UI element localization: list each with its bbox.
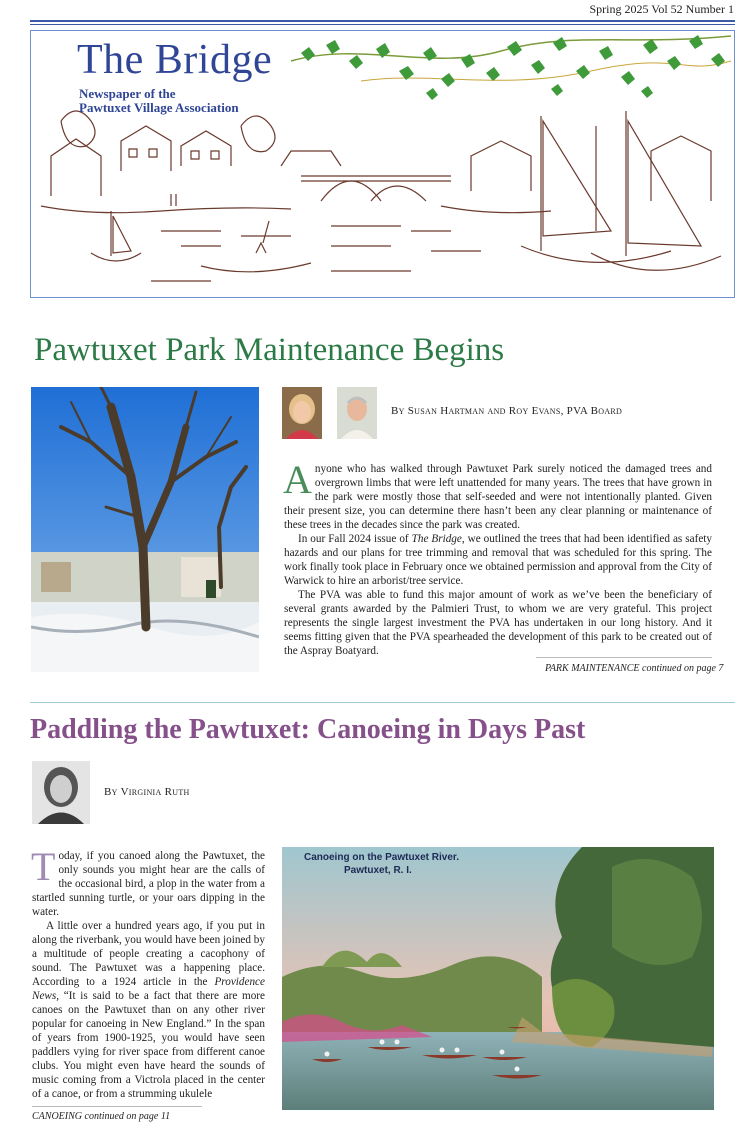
continued-rule-2 (32, 1106, 202, 1107)
top-rule (30, 20, 735, 22)
masthead-title: The Bridge (77, 37, 273, 83)
article2-continued-link[interactable]: CANOEING continued on page 11 (32, 1111, 171, 1122)
park-tree-photo (31, 387, 259, 672)
article1-paragraph-3: The PVA was able to fund this major amount of work as we’ve been the beneficiary of several grants awarded by the Palmieri Trust, to whom we are very grateful. This project represents the single largest investment the PVA has undertaken in our long history. And it seems fitting given that the PVA spearheaded the development of this park to be created out of the Aspray Boatyard. (284, 589, 712, 657)
masthead (30, 30, 735, 298)
article2-paragraph-1 (31, 844, 265, 919)
article1-p2a-text: In our Fall 2024 issue of (298, 533, 412, 545)
article2-publication-name: Providence News, (32, 976, 265, 1002)
top-rule-thin (30, 24, 735, 25)
article1-paragraph-2 (284, 532, 712, 588)
article2-p2b-text: “It is said to be a fact that there are more canoes on the Pawtuxet than on any other river popular for canoeing in New England.” In the span of years from 1900-1925, you would have seen paddlers vying for river space from different canoe clubs. You might even have heard the sounds of music coming from a Victrola placed in the center of a canoe, or from a strumming ukulele (32, 990, 265, 1100)
article2-p2a-text: A little over a hundred years ago, if you put in along the riverbank, you would have been joined by a multitude of people creating a cacophony of sound. The Pawtuxet was a happening place. According to a 1924 article in the (32, 920, 265, 988)
author-photo-virginia-ruth (32, 761, 90, 824)
section-divider (30, 702, 735, 703)
masthead-subtitle (79, 87, 339, 115)
masthead-subtitle-line2: Pawtuxet Village Association (79, 100, 239, 115)
article2-byline: By Virginia Ruth (104, 786, 190, 798)
article2-body (31, 844, 265, 1101)
canoeing-postcard-image (282, 847, 714, 1110)
article1-p2b-text: , we outlined the trees that had been identified as safety hazards and our plans for tree trimming and removal that was scheduled for this spring. The work finally took place in February once we obtained permission and approval from the City of Warwick to hire an arborist/tree service. (284, 533, 712, 587)
author-photo-susan-hartman (282, 387, 322, 439)
article2-headline: Paddling the Pawtuxet: Canoeing in Days Past (30, 714, 586, 745)
postcard-caption-line2: Pawtuxet, R. I. (344, 865, 412, 876)
postcard-caption-line1: Canoeing on the Pawtuxet River. (304, 852, 460, 863)
article1-dropcap: A (283, 457, 312, 502)
article1-headline: Pawtuxet Park Maintenance Begins (34, 332, 505, 368)
issue-line: Spring 2025 Vol 52 Number 1 (589, 2, 734, 16)
continued-rule (536, 657, 712, 658)
article1-continued-link[interactable]: PARK MAINTENANCE continued on page 7 (545, 663, 724, 674)
article1-byline: By Susan Hartman and Roy Evans, PVA Board (391, 405, 623, 417)
article1-p1-text: nyone who has walked through Pawtuxet Park surely noticed the damaged trees and overgrown limbs that were left unattended for many years. The trees that have grown in the park were mostly those that self-seeded and were not intentionally planted. Given their present size, you can determine there hasn’t been any clear planning or maintenance of these trees in the decades since the park was created. (284, 463, 712, 531)
article1-body (283, 457, 712, 658)
article2-dropcap: T (31, 844, 56, 889)
article2-p1-text: oday, if you canoed along the Pawtuxet, the only sounds you might hear are the calls of the occasional bird, a plop in the water from a startled sunning turtle, or your oars dipping in the water. (32, 850, 265, 918)
article1-paragraph-1 (283, 457, 712, 532)
article1-publication-name: The Bridge (411, 533, 462, 545)
article2-paragraph-2 (32, 919, 265, 1101)
masthead-subtitle-line1: Newspaper of the (79, 86, 176, 101)
author-photo-roy-evans (337, 387, 377, 439)
